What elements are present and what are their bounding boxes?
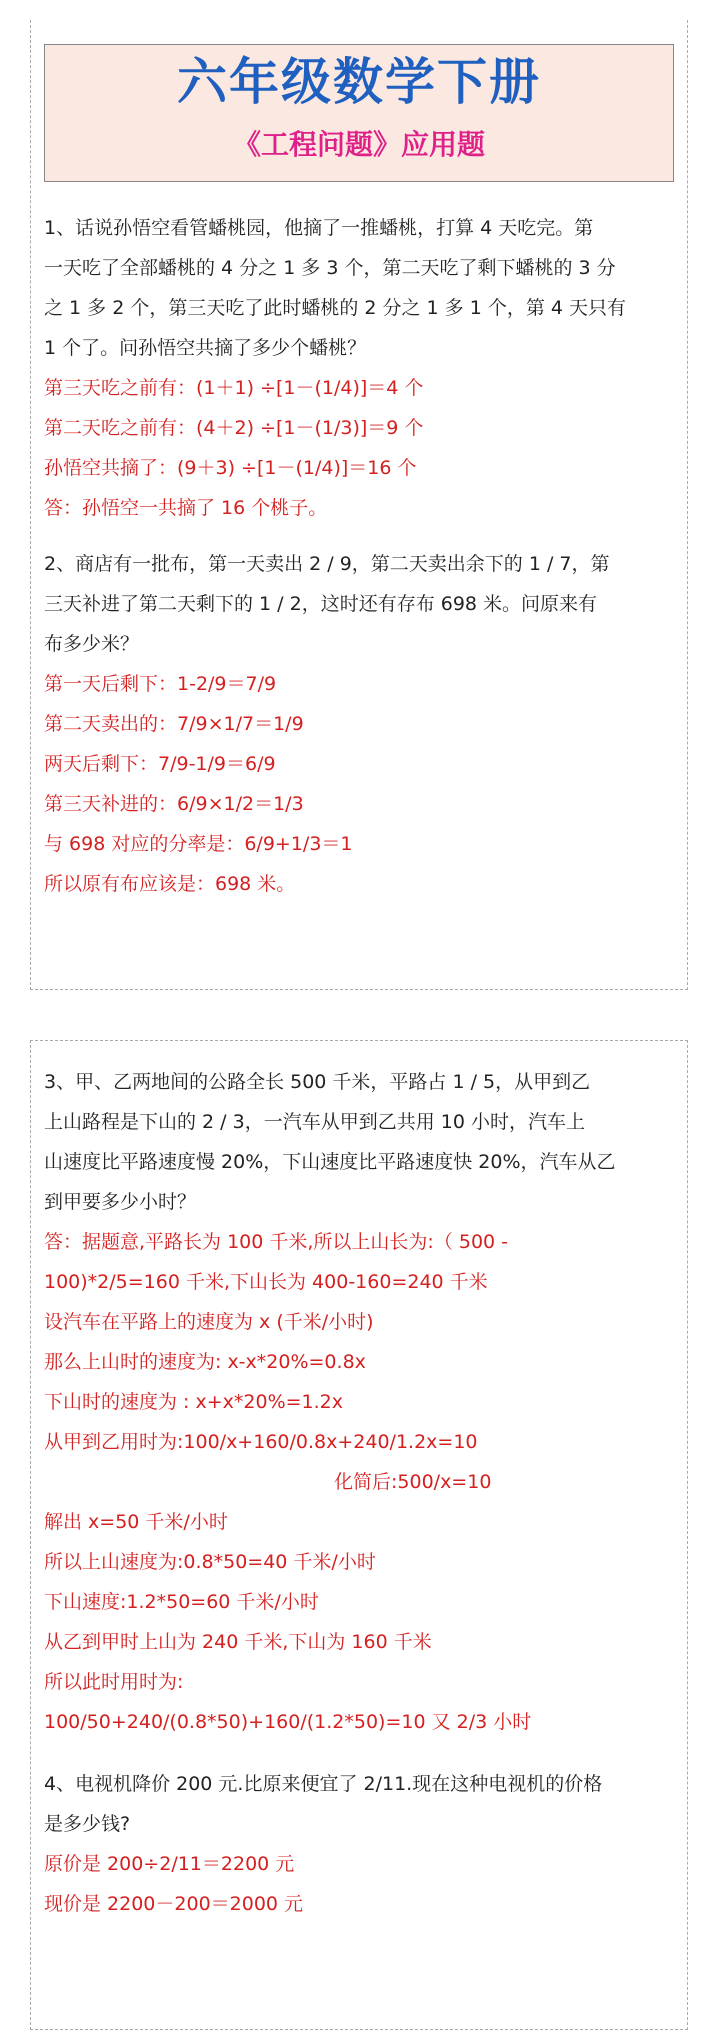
question-line: 三天补进了第二天剩下的 1 / 2，这时还有存布 698 米。问原来有 bbox=[44, 593, 598, 615]
answer-line: 100)*2/5=160 千米,下山长为 400-160=240 千米 bbox=[44, 1271, 488, 1293]
answer-line: 那么上山时的速度为: x-x*20%=0.8x bbox=[44, 1351, 366, 1373]
page-title: 六年级数学下册 bbox=[177, 52, 541, 111]
problem-4 bbox=[44, 1764, 674, 1924]
answer-line: 原价是 200÷2/11＝2200 元 bbox=[44, 1853, 295, 1875]
answer-line: 下山速度:1.2*50=60 千米/小时 bbox=[44, 1591, 319, 1613]
answer-line: 第三天吃之前有：(1＋1) ÷[1－(1/4)]＝4 个 bbox=[44, 377, 424, 399]
answer-line: 下山时的速度为 : x+x*20%=1.2x bbox=[44, 1391, 343, 1413]
answer-line: 孙悟空共摘了：(9＋3) ÷[1－(1/4)]＝16 个 bbox=[44, 457, 417, 479]
question-line: 1、话说孙悟空看管蟠桃园，他摘了一推蟠桃，打算 4 天吃完。第 bbox=[44, 217, 594, 239]
question-line: 2、商店有一批布，第一天卖出 2 / 9，第二天卖出余下的 1 / 7，第 bbox=[44, 553, 610, 575]
question-line: 布多少米？ bbox=[44, 633, 140, 655]
question-line: 3、甲、乙两地间的公路全长 500 千米，平路占 1 / 5，从甲到乙 bbox=[44, 1071, 591, 1093]
answer-line: 解出 x=50 千米/小时 bbox=[44, 1511, 228, 1533]
problem-2 bbox=[44, 544, 674, 904]
answer-line: 所以原有布应该是：698 米。 bbox=[44, 873, 296, 895]
question-line: 山速度比平路速度慢 20%，下山速度比平路速度快 20%，汽车从乙 bbox=[44, 1151, 616, 1173]
answer-line: 第二天吃之前有：(4＋2) ÷[1－(1/3)]＝9 个 bbox=[44, 417, 424, 439]
question-line: 到甲要多少小时？ bbox=[44, 1191, 197, 1213]
question-line: 上山路程是下山的 2 / 3，一汽车从甲到乙共用 10 小时，汽车上 bbox=[44, 1111, 585, 1133]
problem-1 bbox=[44, 208, 674, 528]
answer-line: 第三天补进的：6/9×1/2＝1/3 bbox=[44, 793, 304, 815]
question-line: 之 1 多 2 个，第三天吃了此时蟠桃的 2 分之 1 多 1 个，第 4 天只有 bbox=[44, 297, 627, 319]
answer-line: 从甲到乙用时为:100/x+160/0.8x+240/1.2x=10 bbox=[44, 1431, 478, 1453]
question-line: 4、电视机降价 200 元.比原来便宜了 2/11.现在这种电视机的价格 bbox=[44, 1773, 603, 1795]
answer-line: 两天后剩下：7/9-1/9＝6/9 bbox=[44, 753, 276, 775]
answer-line: 现价是 2200－200＝2000 元 bbox=[44, 1893, 304, 1915]
question-line: 一天吃了全部蟠桃的 4 分之 1 多 3 个，第二天吃了剩下蟠桃的 3 分 bbox=[44, 257, 616, 279]
question-line: 1 个了。问孙悟空共摘了多少个蟠桃？ bbox=[44, 337, 367, 359]
answer-line: 设汽车在平路上的速度为 x (千米/小时) bbox=[44, 1311, 374, 1333]
answer-line: 100/50+240/(0.8*50)+160/(1.2*50)=10 又 2/3 小时 bbox=[44, 1711, 532, 1733]
title-banner bbox=[44, 44, 674, 182]
answer-line: 所以此时用时为: bbox=[44, 1671, 184, 1693]
problem-3 bbox=[44, 1062, 674, 1742]
answer-line: 从乙到甲时上山为 240 千米,下山为 160 千米 bbox=[44, 1631, 432, 1653]
answer-line: 答：孙悟空一共摘了 16 个桃子。 bbox=[44, 497, 328, 519]
answer-line: 答：据题意,平路长为 100 千米,所以上山长为:（ 500 - bbox=[44, 1231, 509, 1253]
answer-line: 与 698 对应的分率是：6/9+1/3＝1 bbox=[44, 833, 353, 855]
question-line: 是多少钱? bbox=[44, 1813, 131, 1835]
page-subtitle: 《工程问题》应用题 bbox=[232, 128, 485, 161]
answer-line: 化简后:500/x=10 bbox=[334, 1471, 492, 1493]
answer-line: 所以上山速度为:0.8*50=40 千米/小时 bbox=[44, 1551, 376, 1573]
answer-line: 第二天卖出的：7/9×1/7＝1/9 bbox=[44, 713, 304, 735]
answer-line: 第一天后剩下：1-2/9＝7/9 bbox=[44, 673, 277, 695]
